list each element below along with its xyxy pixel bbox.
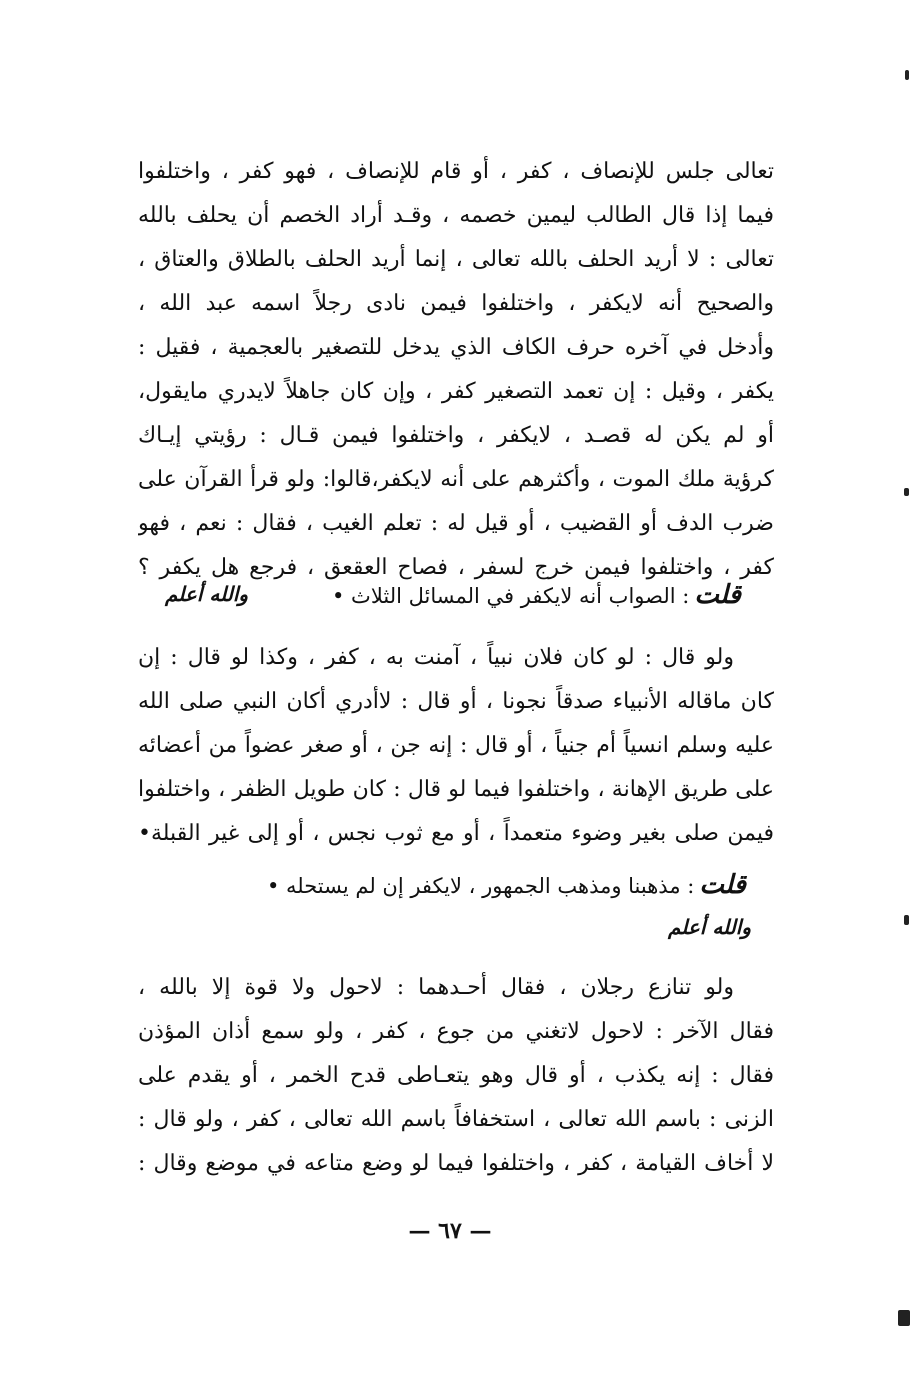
text-line: كرؤية ملك الموت ، وأكثرهم على أنه لايكفر،قالوا: ولو قرأ القرآن على	[138, 467, 774, 492]
text-line: لا أخاف القيامة ، كفر ، واختلفوا فيما لو وضع متاعه في موضع وقال :	[138, 1151, 774, 1176]
text-line: والصحيح أنه لايكفر ، واختلفوا فيمن نادى رجلاً اسمه عبد الله ،	[138, 291, 774, 316]
scan-edge-mark	[904, 488, 909, 496]
text-line: فيما إذا قال الطالب ليمين خصمه ، وقـد أراد الخصم أن يحلف بالله	[138, 203, 774, 228]
paragraph-3	[138, 966, 774, 1186]
text-line: تعالى جلس للإنصاف ، كفر ، أو قام للإنصاف ، فهو كفر ، واختلفوا	[138, 159, 774, 184]
note-text: : مذهبنا ومذهب الجمهور ، لايكفر إن لم يستحله •	[266, 874, 695, 898]
note-2	[267, 870, 746, 900]
text-line: عليه وسلم انسياً أم جنياً ، أو قال : إنه جن ، أو صغر عضواً من أعضائه	[138, 733, 774, 758]
text-line: فقال : إنه يكذب ، أو قال وهو يتعـاطى قدح الخمر ، أو يقدم على	[138, 1063, 774, 1088]
text-line: كفر ، واختلفوا فيمن خرج لسفر ، فصاح العقعق ، فرجع هل يكفر ؟	[138, 555, 774, 580]
text-line: كان ماقاله الأنبياء صدقاً نجونا ، أو قال : لاأدري أكان النبي صلى الله	[138, 689, 774, 714]
scan-edge-mark	[898, 1310, 910, 1326]
text-line: ضرب الدف أو القضيب ، أو قيل له : تعلم الغيب ، فقال : نعم ، فهو	[138, 511, 774, 536]
text-line: ولو تنازع رجلان ، فقال أحـدهما : لاحول ولا قوة إلا بالله ،	[138, 975, 734, 1000]
note-heading: قلت	[699, 870, 746, 900]
text-line: على طريق الإهانة ، واختلفوا فيما لو قال : كان طويل الظفر ، واختلفوا	[138, 777, 774, 802]
page-number: — ٦٧ —	[408, 1218, 492, 1244]
text-line: ولو قال : لو كان فلان نبياً ، آمنت به ، كفر ، وكذا لو قال : إن	[138, 645, 734, 670]
scan-edge-mark	[904, 915, 909, 925]
note-text: : الصواب أنه لايكفر في المسائل الثلاث •	[332, 584, 690, 608]
paragraph-2	[138, 636, 774, 856]
text-line: أو لم يكن له قصـد ، لايكفر ، واختلفوا فيمن قـال : رؤيتي إيـاك	[138, 423, 774, 448]
note-1-closing: والله أعلم	[165, 582, 249, 606]
text-line: يكفر ، وقيل : إن تعمد التصغير كفر ، وإن كان جاهلاً لايدري مايقول،	[138, 379, 774, 404]
text-line: وأدخل في آخره حرف الكاف الذي يدخل للتصغير بالعجمية ، فقيل :	[138, 335, 774, 360]
scan-edge-mark	[905, 70, 909, 80]
note-heading: قلت	[694, 580, 741, 610]
paragraph-1	[138, 150, 774, 590]
text-line: تعالى : لا أريد الحلف بالله تعالى ، إنما أريد الحلف بالطلاق والعتاق ،	[138, 247, 774, 272]
text-line: فيمن صلى بغير وضوء متعمداً ، أو مع ثوب نجس ، أو إلى غير القبلة•	[138, 821, 774, 846]
note-1	[332, 580, 741, 610]
note-2-closing: والله أعلم	[667, 915, 751, 939]
text-line: الزنى : باسم الله تعالى ، استخفافاً باسم الله تعالى ، كفر ، ولو قال :	[138, 1107, 774, 1132]
text-line: فقال الآخر : لاحول لاتغني من جوع ، كفر ، ولو سمع أذان المؤذن	[138, 1019, 774, 1044]
